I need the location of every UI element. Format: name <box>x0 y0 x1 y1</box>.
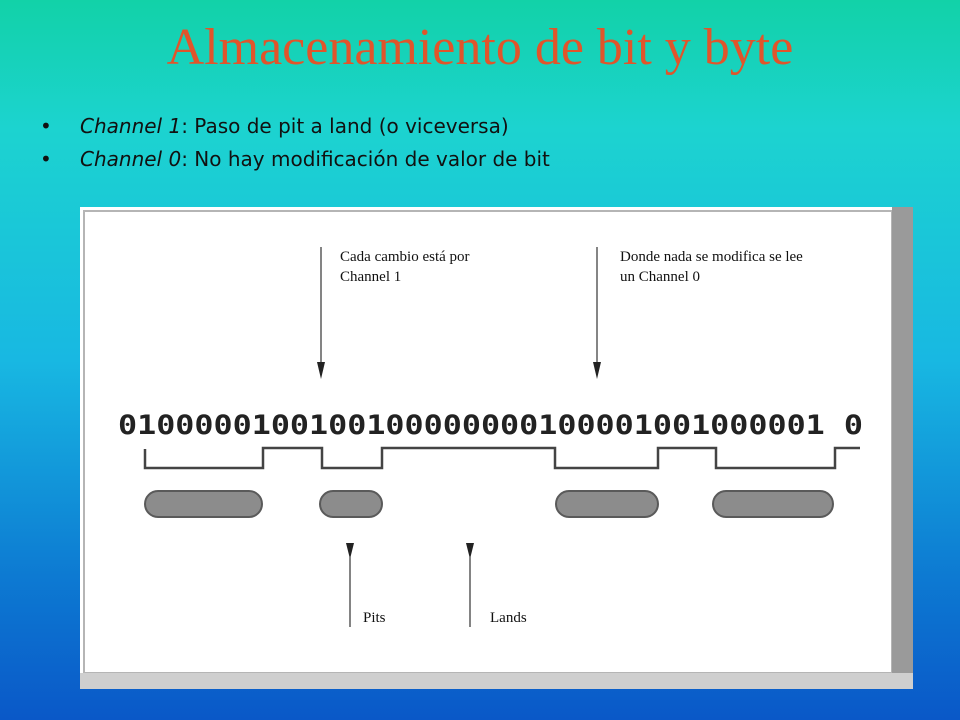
arrow-cambio <box>317 247 325 379</box>
label-donde-nada-line1: Donde nada se modifica se lee <box>620 249 803 265</box>
label-donde-nada <box>620 247 803 287</box>
bit-string: 0100000100100100000000100001001000001 0 <box>118 410 863 441</box>
label-lands: Lands <box>490 610 527 626</box>
label-donde-nada-line2: un Channel 0 <box>620 269 700 285</box>
label-cada-cambio <box>340 247 470 287</box>
bullet-text: : Paso de pit a land (o viceversa) <box>181 114 509 138</box>
label-pits: Pits <box>363 610 386 626</box>
pit <box>713 491 833 517</box>
pit <box>320 491 382 517</box>
pit-land-waveform <box>145 448 860 468</box>
bullet-term: Channel 1 <box>80 114 182 138</box>
figure-shadow <box>80 673 913 689</box>
figure-shadow <box>892 207 913 689</box>
bullet-dot: • <box>40 147 52 171</box>
arrow-pits <box>346 543 354 627</box>
arrow-nada <box>593 247 601 379</box>
bullet-term: Channel 0 <box>80 147 182 171</box>
bullet-text: : No hay modificación de valor de bit <box>181 147 550 171</box>
arrow-lands <box>466 543 474 627</box>
pit <box>556 491 658 517</box>
label-cada-cambio-line2: Channel 1 <box>340 269 402 285</box>
bullet-channel-1 <box>40 110 550 143</box>
bullet-list <box>40 110 550 176</box>
pit-land-figure <box>80 207 913 689</box>
pit <box>145 491 262 517</box>
bullet-channel-0 <box>40 143 550 176</box>
slide-title: Almacenamiento de bit y byte <box>166 19 794 76</box>
label-cada-cambio-line1: Cada cambio está por <box>340 249 470 265</box>
bullet-dot: • <box>40 114 52 138</box>
